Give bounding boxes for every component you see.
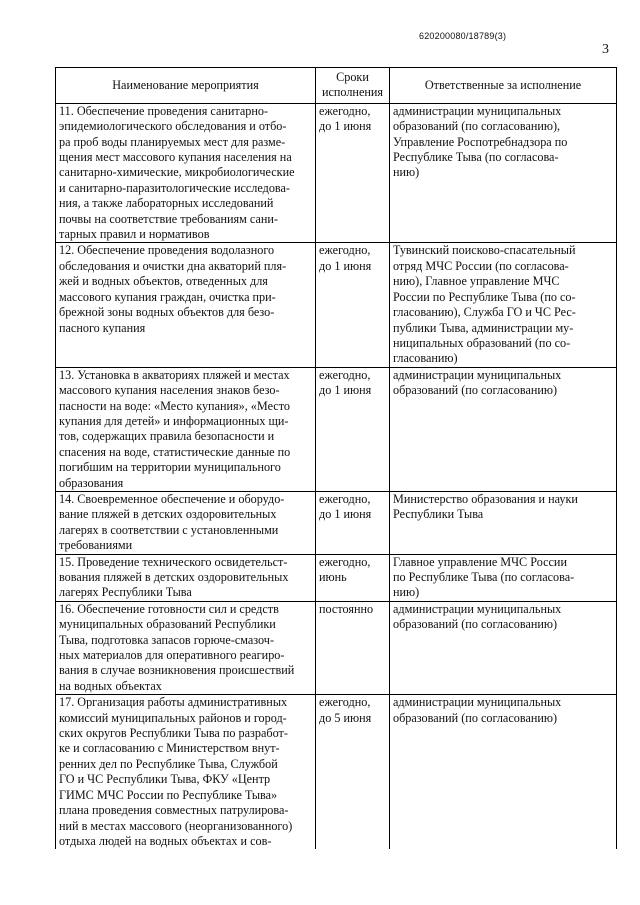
responsible-cell: администрации муниципальных образований (по согласованию): [390, 601, 617, 694]
table-row: [56, 554, 617, 601]
activity-cell: 17. Организация работы административных комиссий муниципальных районов и город- ских округов Республики Тыва по разработ- ке и согласованию с Министерством внут- ренних дел по Республике Тыва, Службой ГО и ЧС Республики Тыва, ФКУ «Центр ГИМС МЧС России по Республике Тыва» плана проведения совместных патрулирова- ний в местах массового (неорганизованного) отдыха людей на водных объектах и сов-: [56, 695, 316, 850]
activity-cell: 13. Установка в акваториях пляжей и местах массового купания населения знаков безо- пасности на воде: «Место купания», «Место купания для детей» и информационных щи- тов, содержащих правила безопасности и спасения на воде, статистические данные по погибшим на территории муниципального образования: [56, 367, 316, 491]
page-number: 3: [602, 42, 609, 57]
activity-cell: 11. Обеспечение проведения санитарно- эпидемиологического обследования и отбо- ра проб воды планируемых мест для разме- щения мест массового купания населения на санитарно-химические, микробиологические и санитарно-паразитологические исследова- ния, а также лабораторных исследований почвы на соответствие требованиям сани- тарных правил и нормативов: [56, 103, 316, 243]
table-row: [56, 695, 617, 850]
deadline-cell: ежегодно, до 5 июня: [316, 695, 390, 850]
column-header-activity: Наименование мероприятия: [56, 68, 316, 104]
table-row: [56, 491, 617, 554]
deadline-cell: ежегодно, до 1 июня: [316, 243, 390, 367]
activity-cell: 14. Своевременное обеспечение и оборудо- вание пляжей в детских оздоровительных лагерях в соответствии с установленными требованиями: [56, 491, 316, 554]
deadline-cell: ежегодно, до 1 июня: [316, 491, 390, 554]
activity-cell: 16. Обеспечение готовности сил и средств муниципальных образований Республики Тыва, подготовка запасов горюче-смазоч- ных материалов для оперативного реагиро- вания в случае возникновения происшествий на водных объектах: [56, 601, 316, 694]
responsible-cell: Главное управление МЧС России по Республике Тыва (по согласова- нию): [390, 554, 617, 601]
activity-cell: 15. Проведение технического освидетельст- вования пляжей в детских оздоровительных лагерях Республики Тыва: [56, 554, 316, 601]
table-row: [56, 243, 617, 367]
measures-table: [55, 67, 617, 849]
responsible-cell: Министерство образования и науки Республики Тыва: [390, 491, 617, 554]
deadline-cell: ежегодно, до 1 июня: [316, 367, 390, 491]
responsible-cell: администрации муниципальных образований (по согласованию): [390, 695, 617, 850]
deadline-cell: ежегодно, июнь: [316, 554, 390, 601]
table-row: [56, 367, 617, 491]
responsible-cell: администрации муниципальных образований (по согласованию): [390, 367, 617, 491]
responsible-cell: администрации муниципальных образований (по согласованию), Управление Роспотребнадзора по Республике Тыва (по согласова- нию): [390, 103, 617, 243]
table-header-row: [56, 68, 617, 104]
column-header-responsible: Ответственные за исполнение: [390, 68, 617, 104]
column-header-deadline: Сроки исполнения: [316, 68, 390, 104]
deadline-cell: постоянно: [316, 601, 390, 694]
responsible-cell: Тувинский поисково-спасательный отряд МЧС России (по согласова- нию), Главное управление МЧС России по Республике Тыва (по со- гласованию), Служба ГО и ЧС Рес- публики Тыва, администрации му- ниципальных образований (по со- гласованию): [390, 243, 617, 367]
deadline-cell: ежегодно, до 1 июня: [316, 103, 390, 243]
document-id: 620200080/18789(3): [419, 31, 507, 41]
activity-cell: 12. Обеспечение проведения водолазного обследования и очистки дна акваторий пля- жей и водных объектов, отведенных для массового купания граждан, очистка при- брежной зоны водных объектов для безо- пасного купания: [56, 243, 316, 367]
table-row: [56, 103, 617, 243]
table-row: [56, 601, 617, 694]
